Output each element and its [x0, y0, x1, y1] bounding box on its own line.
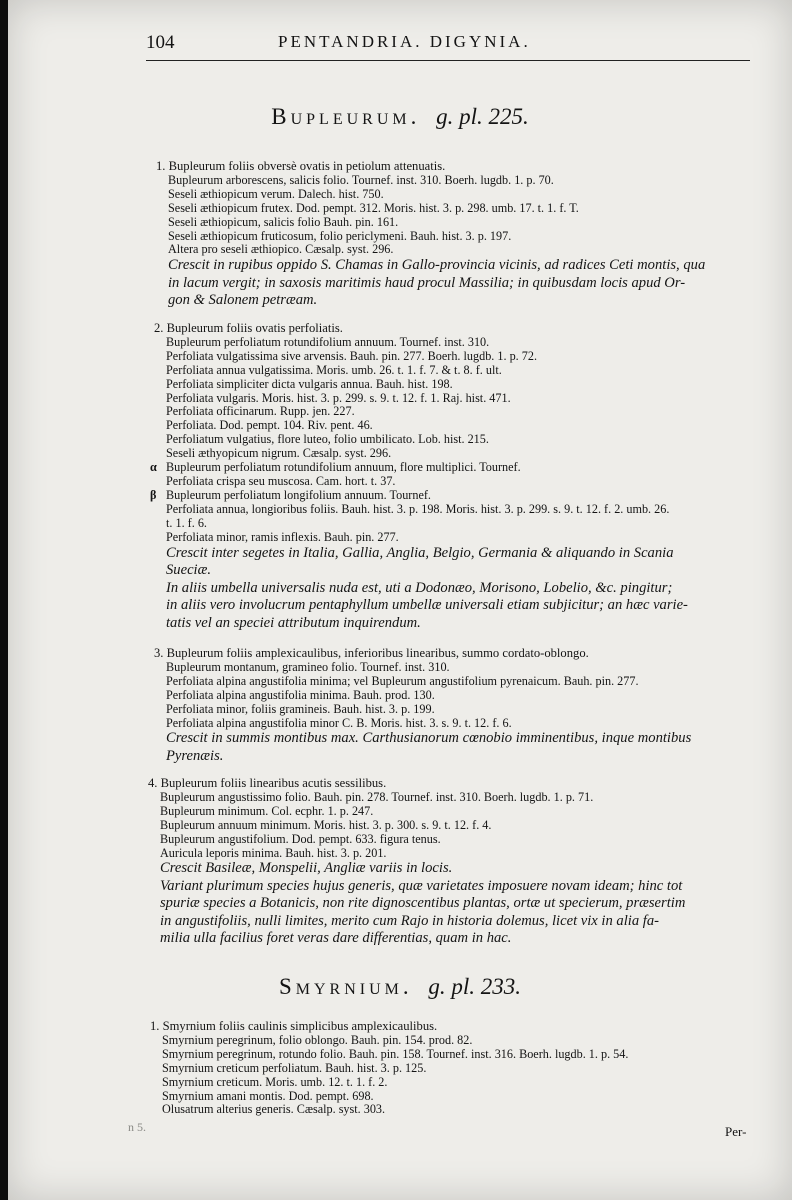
synonym-line: Seseli æthiopicum, salicis folio Bauh. pin. 161.: [168, 214, 399, 229]
species-entry-4: [148, 777, 748, 948]
book-page: [8, 0, 792, 1200]
variety-marker: β: [150, 487, 157, 502]
synonym-line: Altera pro seseli æthiopico. Cæsalp. syst. 296.: [168, 242, 394, 257]
genus-reference: g. pl. 233.: [428, 974, 522, 999]
synonym-line: Perfoliata. Dod. pempt. 104. Riv. pent. 46.: [166, 418, 373, 433]
habitat-line: Sueciæ.: [166, 562, 211, 578]
habitat-line: gon & Salonem petræam.: [168, 292, 318, 309]
habitat-line: Crescit in rupibus oppido S. Chamas in Gallo-provincia vicinis, ad radices Ceti montis, qua: [168, 257, 706, 274]
species-heading: 2. Bupleurum foliis ovatis perfoliatis.: [154, 321, 343, 335]
habitat-line: Crescit in summis montibus max. Carthusianorum cœnobio imminentibus, inque montibus: [166, 730, 692, 747]
species-heading: 1. Bupleurum foliis obversè ovatis in petiolum attenuatis.: [156, 159, 446, 173]
habitat-line: Pyrenæis.: [166, 747, 224, 764]
species-heading: 1. Smyrnium foliis caulinis simplicibus amplexicaulibus.: [150, 1019, 438, 1033]
margin-mark: n 5.: [128, 1120, 146, 1134]
habitat-line: Crescit Basileæ, Monspelii, Angliæ variis in locis.: [160, 860, 453, 877]
synonym-line: Perfoliata minor, ramis inflexis. Bauh. pin. 277.: [166, 529, 399, 544]
page-number: 104: [146, 32, 175, 53]
synonym-line: Bupleurum arborescens, salicis folio. Tournef. inst. 310. Boerh. lugdb. 1. p. 70.: [168, 172, 554, 187]
synonym-line: Smyrnium amani montis. Dod. pempt. 698.: [162, 1088, 374, 1103]
synonym-line: Perfoliata minor, foliis gramineis. Bauh. hist. 3. p. 199.: [166, 701, 435, 716]
genus-name: Bupleurum.: [271, 104, 421, 129]
observation-line: Variant plurimum species hujus generis, quæ varietates imposuere novam ideam; hinc tot: [160, 877, 683, 894]
species-entry-3: [154, 647, 754, 765]
synonym-line: Perfoliata crispa seu muscosa. Cam. hort. t. 37.: [166, 473, 396, 488]
variety-marker: α: [150, 460, 157, 475]
synonym-line: Bupleurum angustifolium. Dod. pempt. 633. figura tenus.: [160, 831, 441, 846]
catchword: Per-: [725, 1124, 747, 1139]
synonym-line: Smyrnium peregrinum, folio oblongo. Bauh. pin. 154. prod. 82.: [162, 1032, 473, 1047]
synonym-line: Perfoliatum vulgatius, flore luteo, folio umbilicato. Lob. hist. 215.: [166, 432, 489, 447]
synonym-line: Seseli æthiopicum frutex. Dod. pempt. 312. Moris. hist. 3. p. 298. umb. 17. t. 1. f. T.: [168, 200, 579, 215]
observation-line: in angustifoliis, nulli limites, merito cum Rajo in historia dolemus, licet vix in alia fa-: [160, 912, 659, 929]
observation-line: milia ulla facilius foret veras dare differentias, quam in hac.: [160, 930, 512, 947]
synonym-line: Seseli æthyopicum nigrum. Cæsalp. syst. 296.: [166, 446, 392, 461]
genus-title-bupleurum: [8, 104, 792, 130]
header-rule: [146, 60, 750, 61]
synonym-line: Perfoliata vulgaris. Moris. hist. 3. p. 299. s. 9. t. 12. f. 1. Raj. hist. 471.: [166, 390, 511, 405]
synonym-line: t. 1. f. 6.: [166, 515, 207, 530]
variety-text: Bupleurum perfoliatum longifolium annuum. Tournef.: [166, 487, 431, 502]
synonym-line: Bupleurum montanum, gramineo folio. Tournef. inst. 310.: [166, 659, 450, 674]
synonym-line: Perfoliata annua, longioribus foliis. Bauh. hist. 3. p. 198. Moris. hist. 3. p. 299. s. 9. t. 12. f. 2. umb. 26.: [166, 501, 670, 516]
synonym-line: Seseli æthiopicum fruticosum, folio periclymeni. Bauh. hist. 3. p. 197.: [168, 228, 512, 243]
running-head: PENTANDRIA. DIGYNIA.: [278, 32, 531, 51]
species-entry-smyrnium-1: [150, 1020, 750, 1117]
observation-line: spuriæ species a Botanicis, non rite dignoscentibus plantas, ortæ ut specierum, præsertim: [160, 895, 686, 912]
species-heading: 4. Bupleurum foliis linearibus acutis sessilibus.: [148, 776, 387, 790]
synonym-line: Seseli æthiopicum verum. Dalech. hist. 750.: [168, 186, 384, 201]
genus-name: Smyrnium.: [278, 974, 413, 999]
variety-beta: [150, 487, 754, 503]
synonym-line: Perfoliata vulgatissima sive arvensis. Bauh. pin. 277. Boerh. lugdb. 1. p. 72.: [166, 348, 537, 363]
synonym-line: Perfoliata alpina angustifolia minima; vel Bupleurum angustifolium pyrenaicum. Bauh. pin. 277.: [166, 673, 639, 688]
species-heading: 3. Bupleurum foliis amplexicaulibus, inferioribus linearibus, summo cordato-oblongo.: [154, 646, 589, 660]
synonym-line: Perfoliata officinarum. Rupp. jen. 227.: [166, 404, 355, 419]
species-entry-2: [150, 321, 754, 632]
synonym-line: Bupleurum annuum minimum. Moris. hist. 3. p. 300. s. 9. t. 12. f. 4.: [160, 817, 492, 832]
species-entry-1: [156, 160, 756, 310]
habitat-line: in lacum vergit; in saxosis maritimis haud procul Massilia; in quibusdam locis apud Or-: [168, 274, 686, 291]
observation-line: In aliis umbella universalis nuda est, uti a Dodonæo, Morisono, Lobelio, &c. pingitur;: [166, 579, 673, 596]
observation-line: tatis vel an speciei attributum inquirendum.: [166, 614, 421, 631]
synonym-line: Bupleurum minimum. Col. ecphr. 1. p. 247.: [160, 803, 374, 818]
genus-title-smyrnium: [8, 974, 792, 1000]
synonym-line: Smyrnium creticum perfoliatum. Bauh. hist. 3. p. 125.: [162, 1060, 427, 1075]
synonym-line: Bupleurum angustissimo folio. Bauh. pin. 278. Tournef. inst. 310. Boerh. lugdb. 1. p. 71.: [160, 789, 594, 804]
synonym-line: Auricula leporis minima. Bauh. hist. 3. p. 201.: [160, 845, 387, 860]
synonym-line: Perfoliata alpina angustifolia minima. Bauh. prod. 130.: [166, 687, 435, 702]
synonym-line: Smyrnium creticum. Moris. umb. 12. t. 1. f. 2.: [162, 1074, 388, 1089]
synonym-line: Olusatrum alterius generis. Cæsalp. syst. 303.: [162, 1102, 386, 1117]
habitat-line: Crescit inter segetes in Italia, Gallia, Anglia, Belgio, Germania & aliquando in Scania: [166, 544, 674, 561]
synonym-line: Perfoliata alpina angustifolia minor C. B. Moris. hist. 3. s. 9. t. 12. f. 6.: [166, 715, 512, 730]
page-header: [146, 32, 746, 62]
genus-reference: g. pl. 225.: [436, 104, 529, 129]
synonym-line: Smyrnium peregrinum, rotundo folio. Bauh. pin. 158. Tournef. inst. 316. Boerh. lugdb. 1. p. 54.: [162, 1046, 629, 1061]
synonym-line: Bupleurum perfoliatum rotundifolium annuum. Tournef. inst. 310.: [166, 334, 490, 349]
variety-alpha: [150, 460, 754, 475]
observation-line: in aliis vero involucrum pentaphyllum umbellæ universali etiam subjicitur; an hæc varie-: [166, 597, 688, 613]
variety-text: Bupleurum perfoliatum rotundifolium annuum, flore multiplici. Tournef.: [166, 460, 521, 475]
synonym-line: Perfoliata annua vulgatissima. Moris. umb. 26. t. 1. f. 7. & t. 8. f. ult.: [166, 362, 502, 377]
synonym-line: Perfoliata simpliciter dicta vulgaris annua. Bauh. hist. 198.: [166, 376, 453, 391]
